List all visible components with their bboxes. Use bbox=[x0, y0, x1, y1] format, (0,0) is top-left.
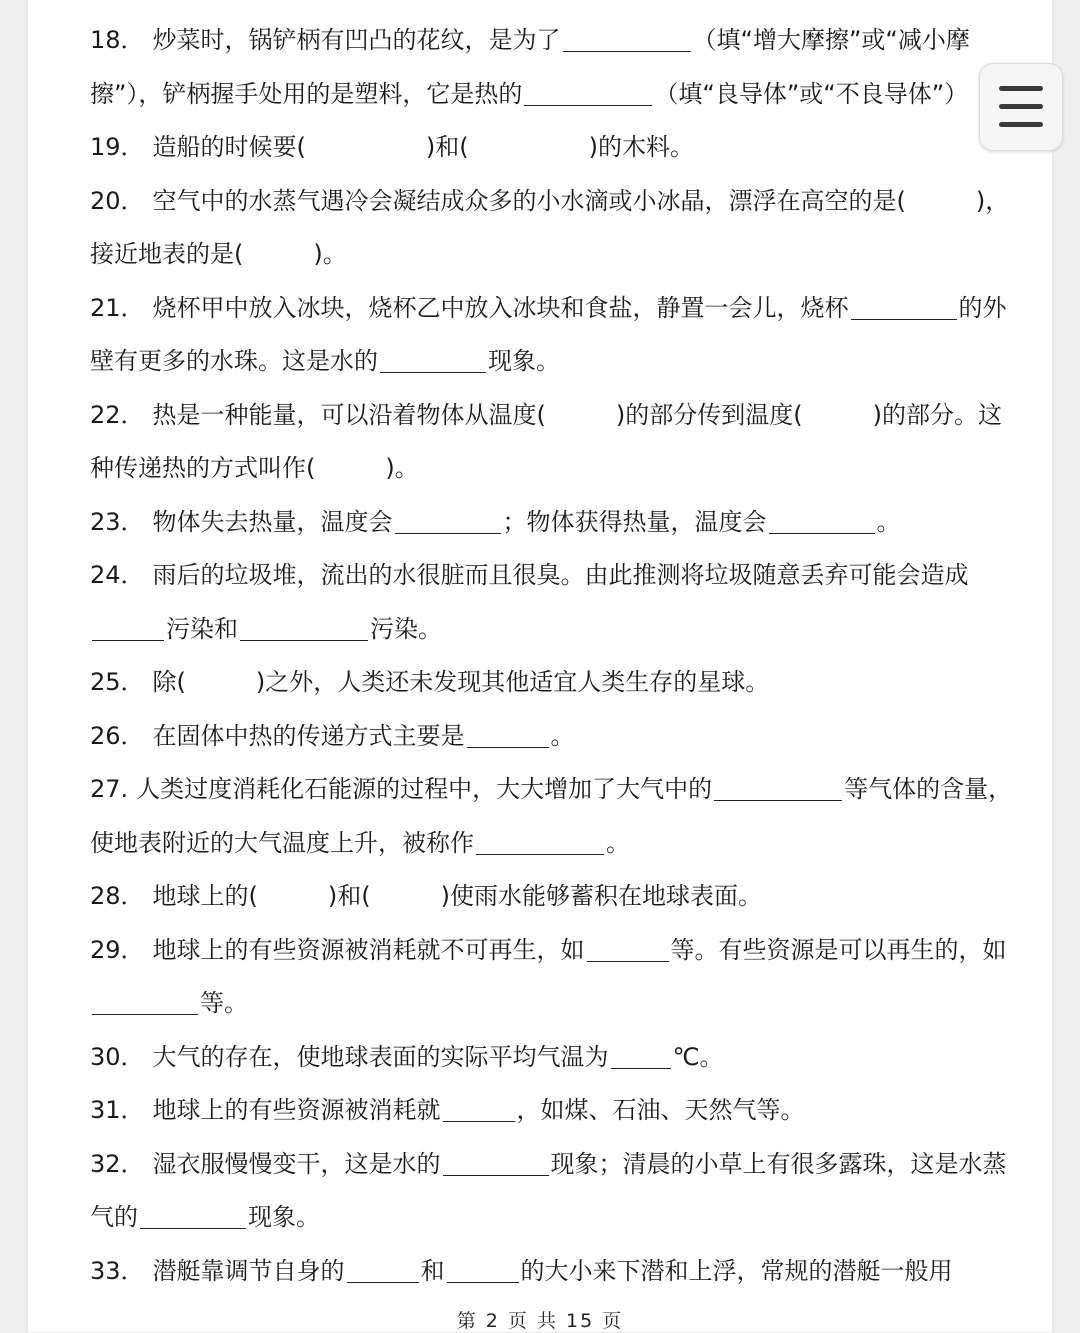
answer-blank bbox=[563, 25, 691, 52]
question-text: （填“良导体”或“不良导体”） bbox=[654, 79, 969, 108]
question-text: 现象；清晨的小草上有很多露珠，这是水蒸 bbox=[550, 1149, 1007, 1178]
question-text: )和( bbox=[425, 133, 469, 161]
answer-blank bbox=[851, 293, 957, 320]
question-line bbox=[90, 710, 1010, 764]
question-text: 烧杯甲中放入冰块，烧杯乙中放入冰块和食盐，静置一会儿，烧杯 bbox=[152, 293, 849, 322]
answer-blank bbox=[714, 774, 842, 801]
question-line bbox=[90, 175, 1010, 229]
question-line bbox=[90, 228, 1010, 282]
question-line bbox=[90, 656, 1010, 710]
question-text: （填“增大摩擦”或“减小摩 bbox=[692, 26, 970, 54]
question-number: 20． bbox=[90, 186, 145, 215]
question-line bbox=[90, 0, 1010, 68]
question-text: 污染和 bbox=[166, 614, 238, 643]
answer-blank bbox=[92, 988, 198, 1015]
question-number: 23． bbox=[90, 507, 145, 536]
document-page bbox=[28, 0, 1052, 1332]
question-text: 的大小来下潜和上浮，常规的潜艇一般用 bbox=[520, 1256, 953, 1285]
question-number: 31． bbox=[90, 1096, 145, 1124]
answer-blank bbox=[524, 79, 652, 106]
question-text: 壁有更多的水珠。这是水的 bbox=[90, 347, 378, 375]
question-text: 湿衣服慢慢变干，这是水的 bbox=[152, 1149, 441, 1178]
answer-blank bbox=[447, 1256, 519, 1283]
question-text: 物体失去热量，温度会 bbox=[152, 507, 393, 536]
question-text: 。 bbox=[606, 828, 630, 857]
answer-blank bbox=[140, 1202, 246, 1229]
question-text: )的部分传到温度( bbox=[615, 400, 803, 429]
question-line bbox=[90, 442, 1010, 496]
question-line bbox=[90, 496, 1010, 550]
question-text: )的木料。 bbox=[588, 133, 695, 161]
question-line bbox=[90, 121, 1010, 175]
question-text: 在固体中热的传递方式主要是 bbox=[152, 721, 465, 750]
question-line bbox=[90, 763, 1013, 817]
answer-blank bbox=[587, 935, 669, 962]
question-text: 等气体的含量， bbox=[844, 775, 1013, 803]
question-text: 雨后的垃圾堆，流出的水很脏而且很臭。由此推测将垃圾随意丢弃可能会造成 bbox=[152, 561, 969, 589]
answer-blank bbox=[395, 507, 501, 534]
question-line bbox=[90, 1084, 1010, 1138]
question-text: 现象。 bbox=[488, 347, 560, 375]
question-line bbox=[90, 389, 1010, 443]
answer-blank bbox=[611, 1042, 671, 1069]
question-text: )之外，人类还未发现其他适宜人类生存的星球。 bbox=[255, 668, 770, 696]
answer-blank bbox=[769, 507, 875, 534]
question-text: 人类过度消耗化石能源的过程中，大大增加了大气中的 bbox=[136, 775, 713, 803]
question-line bbox=[90, 977, 1010, 1031]
question-text: ，如煤、石油、天然气等。 bbox=[516, 1096, 805, 1124]
question-line bbox=[90, 870, 1010, 924]
question-number: 29． bbox=[90, 935, 145, 964]
question-number: 25． bbox=[90, 668, 145, 696]
question-text: 接近地表的是( bbox=[90, 240, 244, 268]
question-number: 18． bbox=[90, 26, 145, 54]
question-text: 地球上的( bbox=[152, 882, 258, 910]
answer-blank bbox=[443, 1149, 549, 1176]
answer-blank bbox=[347, 1256, 419, 1283]
question-line bbox=[90, 68, 1010, 122]
question-number: 21． bbox=[90, 293, 145, 322]
question-number: 32． bbox=[90, 1149, 145, 1178]
question-line bbox=[90, 1138, 1010, 1192]
question-text: )。 bbox=[385, 454, 419, 482]
question-text: 使地表附近的大气温度上升，被称作 bbox=[90, 828, 474, 857]
question-text: 空气中的水蒸气遇冷会凝结成众多的小水滴或小冰晶，漂浮在高空的是( bbox=[152, 186, 906, 215]
question-text: 炒菜时，锅铲柄有凹凸的花纹，是为了 bbox=[152, 26, 561, 54]
question-text: )和( bbox=[327, 882, 371, 910]
question-text: 潜艇靠调节自身的 bbox=[152, 1256, 345, 1285]
question-text: 地球上的有些资源被消耗就 bbox=[152, 1096, 441, 1124]
question-text: )的部分。这 bbox=[872, 400, 1003, 429]
question-line bbox=[90, 817, 1010, 871]
question-text: 擦”），铲柄握手处用的是塑料，它是热的 bbox=[90, 79, 523, 108]
hamburger-menu-icon[interactable] bbox=[979, 63, 1063, 151]
answer-blank bbox=[443, 1095, 515, 1122]
question-line bbox=[90, 1191, 1010, 1245]
question-text: 。 bbox=[550, 721, 575, 750]
question-text: 热是一种能量，可以沿着物体从温度( bbox=[152, 400, 546, 429]
question-text: 除( bbox=[152, 668, 186, 696]
question-text: )使雨水能够蓄积在地球表面。 bbox=[440, 882, 763, 910]
question-text: ；物体获得热量，温度会 bbox=[502, 507, 767, 536]
question-text: 大气的存在，使地球表面的实际平均气温为 bbox=[152, 1042, 609, 1071]
question-line bbox=[90, 282, 1010, 336]
question-text: 气的 bbox=[90, 1203, 138, 1231]
question-text: 。 bbox=[876, 507, 901, 536]
question-line bbox=[90, 603, 1010, 657]
page-footer: 第 2 页 共 15 页 bbox=[456, 1310, 624, 1332]
question-number: 27. bbox=[90, 775, 129, 803]
question-number: 33． bbox=[90, 1256, 145, 1285]
question-text: 等。 bbox=[200, 989, 248, 1017]
question-text: 的外 bbox=[958, 293, 1007, 322]
question-number: 30． bbox=[90, 1042, 145, 1071]
question-line bbox=[90, 924, 1010, 978]
question-line bbox=[90, 1031, 1010, 1085]
answer-blank bbox=[240, 614, 368, 641]
question-text: 造船的时候要( bbox=[152, 133, 306, 161]
question-number: 22． bbox=[90, 400, 145, 429]
question-line bbox=[90, 1245, 1010, 1299]
answer-blank bbox=[92, 614, 164, 641]
question-text: 地球上的有些资源被消耗就不可再生，如 bbox=[152, 935, 585, 964]
question-text: 种传递热的方式叫作( bbox=[90, 454, 316, 482]
question-text: )， bbox=[975, 186, 1010, 215]
question-number: 24． bbox=[90, 561, 145, 589]
question-line bbox=[90, 335, 1010, 389]
question-text: 和 bbox=[420, 1256, 445, 1285]
question-text: 等。有些资源是可以再生的，如 bbox=[670, 935, 1007, 964]
question-line bbox=[90, 549, 1010, 603]
question-text: ℃。 bbox=[672, 1042, 724, 1071]
answer-blank bbox=[476, 828, 604, 855]
question-text: 现象。 bbox=[248, 1203, 320, 1231]
answer-blank bbox=[467, 721, 549, 748]
question-text: )。 bbox=[313, 240, 347, 268]
question-number: 26． bbox=[90, 721, 145, 750]
question-text: 污染。 bbox=[370, 614, 442, 643]
question-list bbox=[90, 0, 1013, 1298]
question-number: 19． bbox=[90, 133, 145, 161]
answer-blank bbox=[380, 346, 486, 373]
question-number: 28． bbox=[90, 882, 145, 910]
